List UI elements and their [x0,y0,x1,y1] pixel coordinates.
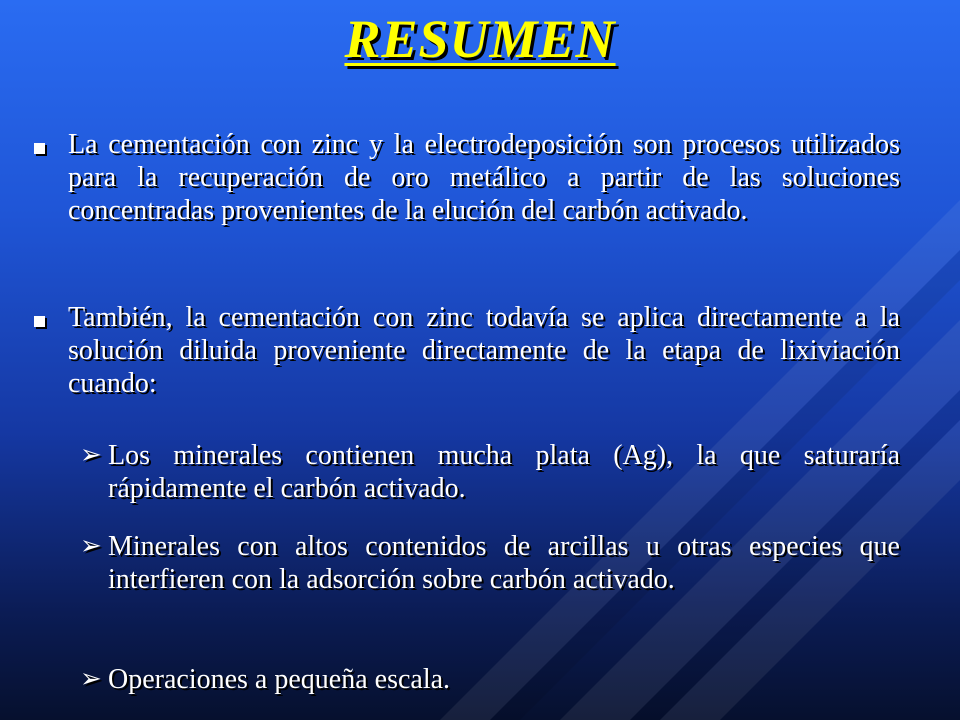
square-bullet-icon [34,143,45,154]
bullet-cementation-electrodeposition: La cementación con zinc y la electrodeposición son procesos utilizados para la recuperación de oro metálico a partir de las soluciones concentradas provenientes de la elución del carbón activado. [68,129,900,226]
sub-bullet-clay-minerals: Minerales con altos contenidos de arcillas u otras especies que interfieren con la adsorción sobre carbón activado. [108,531,900,595]
arrow-bullet-icon: ➢ [80,440,102,470]
slide-title: RESUMEN [344,9,616,69]
sub-bullet-small-scale: Operaciones a pequeña escala. [108,664,451,695]
arrow-bullet-icon: ➢ [80,531,102,561]
arrow-bullet-icon: ➢ [80,664,102,694]
square-bullet-icon [34,316,45,327]
sub-bullet-silver-minerals: Los minerales contienen mucha plata (Ag), la que saturaría rápidamente el carbón activado. [108,440,900,504]
bullet-zinc-direct-application: También, la cementación con zinc todavía se aplica directamente a la solución diluida proveniente directamente de la etapa de lixiviación cuando: [68,302,900,399]
